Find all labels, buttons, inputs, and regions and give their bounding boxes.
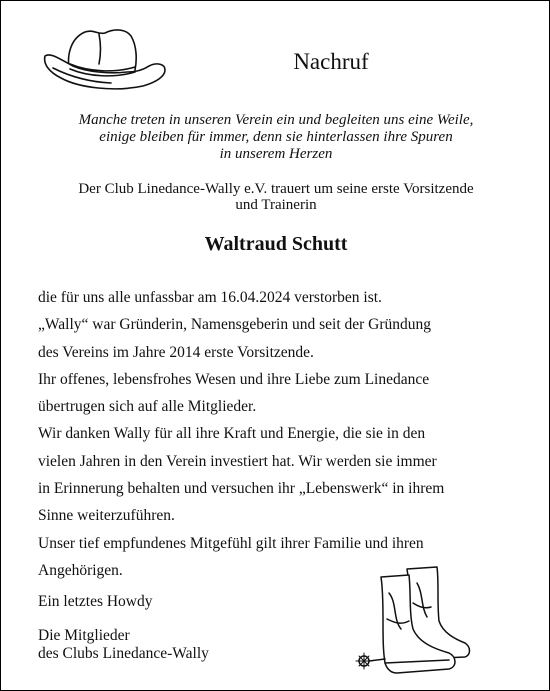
- notice-heading: Nachruf: [293, 49, 369, 74]
- intro-line: und Trainerin: [235, 197, 317, 213]
- quote-line: einige bleiben für immer, denn sie hinterlassen ihre Spuren: [99, 129, 453, 145]
- signature-line: Die Mitglieder: [38, 627, 130, 644]
- body-line: „Wally“ war Gründerin, Namensgeberin und seit der Gründung: [38, 316, 432, 334]
- body-line: Unser tief empfundenes Mitgefühl gilt ihrer Familie und ihren: [38, 534, 424, 552]
- closing-greeting: Ein letztes Howdy: [38, 593, 153, 610]
- signature-line: des Clubs Linedance-Wally: [38, 645, 209, 662]
- body-line: in Erinnerung behalten und versuchen ihr „Lebenswerk“ in ihrem: [38, 480, 445, 498]
- signature-block: [38, 627, 209, 663]
- intro-line: Der Club Linedance-Wally e.V. trauert um seine erste Vorsitzende: [78, 181, 474, 197]
- body-line: Angehörigen.: [38, 561, 123, 579]
- body-line: die für uns alle unfassbar am 16.04.2024 verstorben ist.: [38, 289, 382, 306]
- quote-line: in unserem Herzen: [219, 146, 333, 162]
- deceased-name: Waltraud Schutt: [204, 233, 348, 255]
- body-line: übertrugen sich auf alle Mitglieder.: [38, 398, 257, 416]
- body-line: des Vereins im Jahre 2014 erste Vorsitzende.: [38, 343, 314, 361]
- body-line: vielen Jahren in den Verein investiert hat. Wir werden sie immer: [38, 452, 437, 470]
- cowboy-boots-icon: [351, 563, 476, 683]
- body-line: Wir danken Wally für all ihre Kraft und Energie, die sie in den: [38, 425, 426, 443]
- cowboy-hat-icon: [39, 24, 169, 96]
- body-line: Sinne weiterzuführen.: [38, 507, 175, 525]
- obituary-body: [38, 284, 508, 584]
- body-line: Ihr offenes, lebensfrohes Wesen und ihre Liebe zum Linedance: [38, 370, 430, 388]
- memorial-quote: [21, 112, 531, 163]
- announcement-intro: [21, 181, 531, 213]
- quote-line: Manche treten in unseren Verein ein und begleiten uns eine Weile,: [78, 112, 474, 128]
